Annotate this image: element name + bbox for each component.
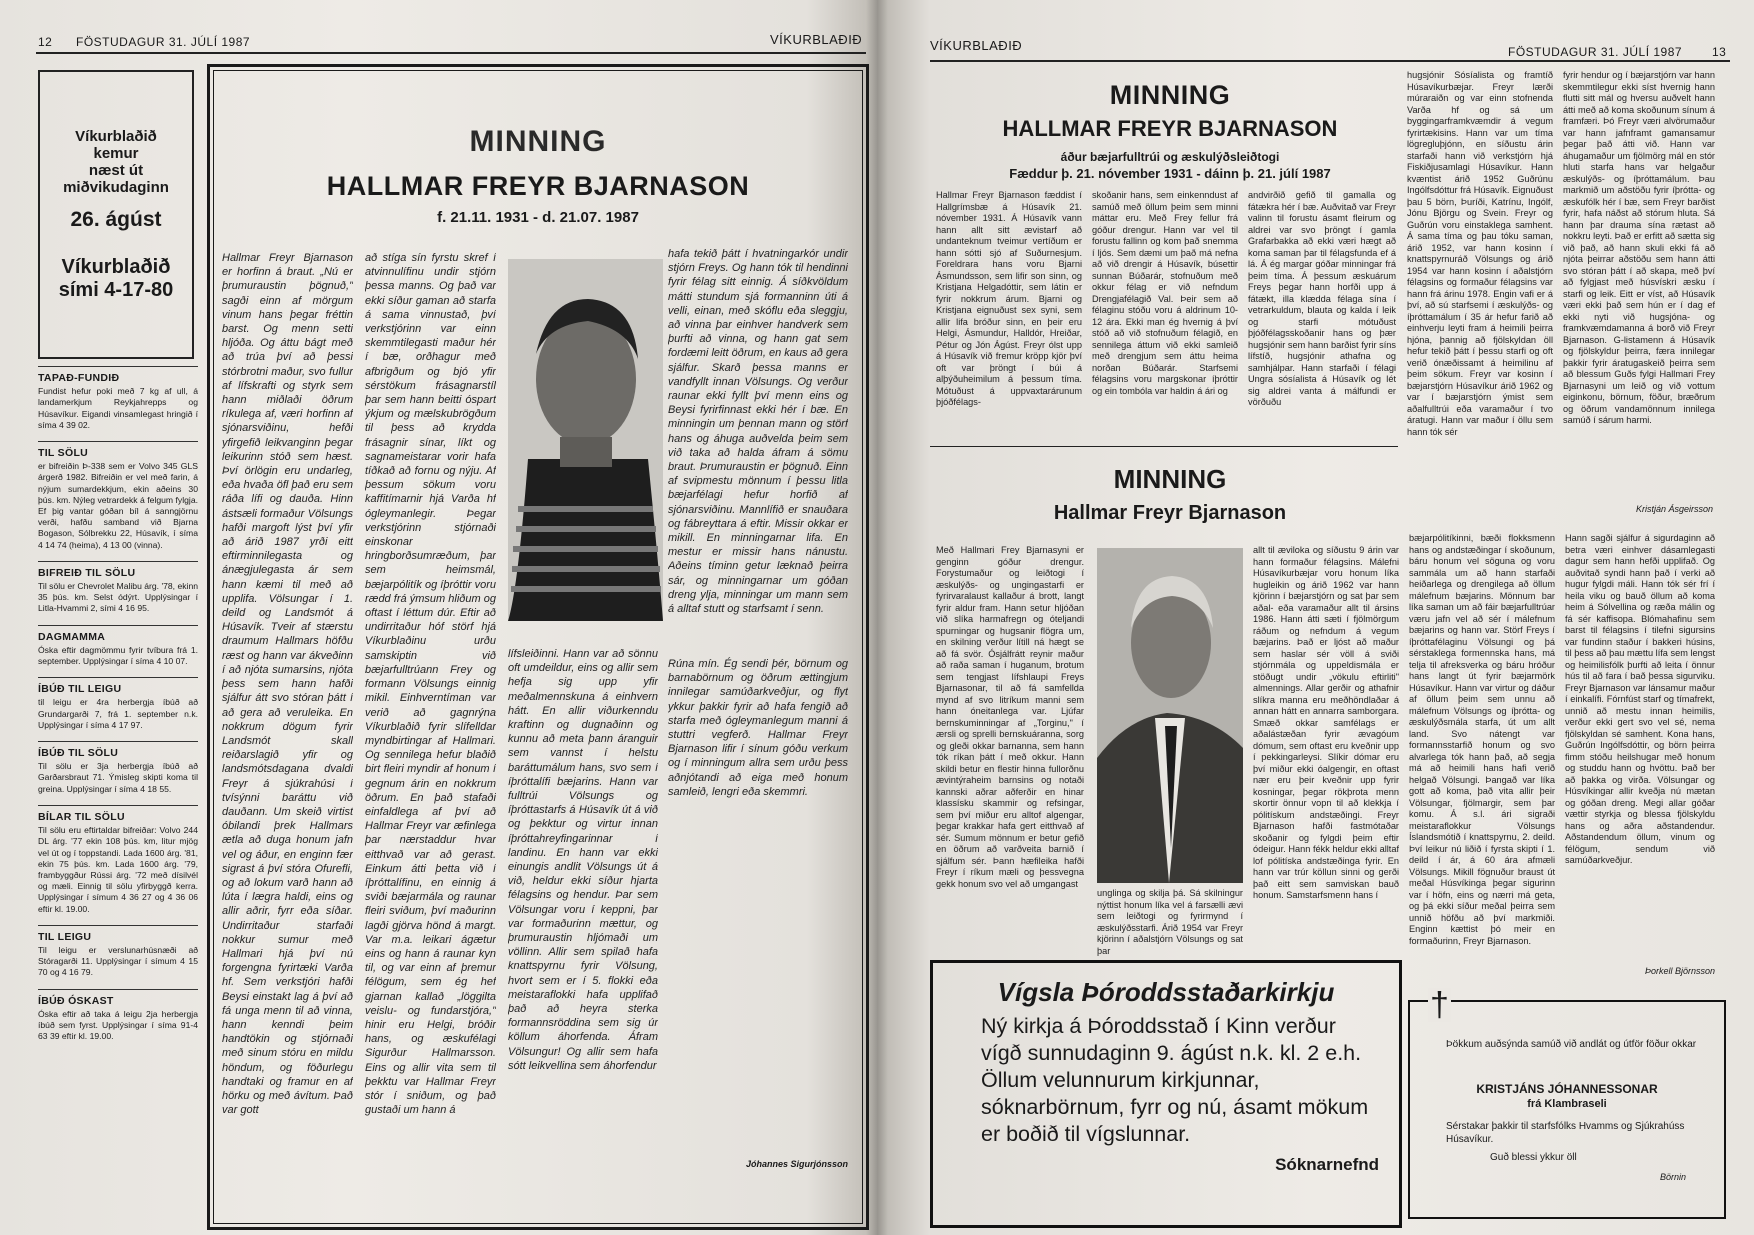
classified-item [38,366,198,431]
classified-heading: ÍBÚÐ TIL LEIGU [38,677,198,695]
notice-line3: næst út [88,162,144,179]
header-rule-left [36,52,866,54]
classified-body: Óska eftir að taka á leigu 2ja herbergja íbúð sem fyrst. Upplýsingar í síma 91-4 63 39 eftir kl. 19.00. [38,1008,198,1042]
church-consecration-ad [930,960,1402,1228]
right-memorial-subtitle: áður bæjarfulltrúi og æskulýðsleiðtogi [1060,150,1280,164]
classified-body: Fundist hefur poki með 7 kg af ull, á landamerkjum Reykjahrepps og Húsavíkur. Eigandi vinsamlegast hringið í síma 4 39 02. [38,386,198,430]
right-memorial-col-3: andvirðið gefið til gamalla og fátækra hér í bæ. Auðvitað var Freyr valinn til forustu ásamt fleirum og aldrei var svo þröngt í gamla Grafarbakka að ekki væri hægt að koma saman þar til félagsfunda ef á lá. Á ég margar góðar minningar frá þeim tíma. Á þessum æskuárum Freys þegar hann horfði upp á fátækt, illa klædda félaga sína í vetrarkuldum, blauta og kalda í leik og starfi mótuðust þjóðfélagsskoðanir hans og þær hugsjónir sem hann barðist fyrir síns lífstíð, hugsjónir athafna og samhjálpar. Hann starfaði í félagi Ungra sósíalista á Húsavík og lét sig aldrei vanta á málfundi er vörðuðu [1248,190,1396,407]
portrait-image [508,259,663,621]
right-memorial-col-1: Hallmar Freyr Bjarnason fæddist í Hallgrímsbæ á Húsavík 21. nóvember 1931. Á Húsavík vann hann allt sitt ævistarf að undanteknum tveimur vertíðum er hann sótti sjó af Suðurnesjum. Foreldrara hans voru Bjarni Ásmundsson, sem lifir son sinn, og Kristjana Helgadóttir, sem látin er fyrir nokkrum árum. Bjarni og Kristjana eignuðust sex syni, sem allir lifa bróður sinn, en þeir eru Helgi, Ásmundur, Halldór, Hreiðar, Pétur og Jón Ágúst. Freyr ólst upp á Húsavík við fremur kröpp kjör því oft var þröngt í búi á alþýðuheimilum á þessum tíma. Mótuðust á uppvaxtarárunum þjóðfélags- [936,190,1082,407]
date-left: FÖSTUDAGUR 31. JÚLÍ 1987 [76,35,251,49]
death-notice-signature: Börnin [1659,1172,1686,1182]
classified-item [38,805,198,915]
classified-item [38,741,198,795]
death-notice-from: frá Klambraseli [1527,1098,1607,1110]
page-number-right: 13 [1712,45,1727,59]
death-notice-ad [1408,986,1726,1219]
right-memorial2-kicker: MINNING [1113,464,1227,494]
classified-body: er bifreiðin Þ-338 sem er Volvo 345 GLS árgerð 1982. Bifreiðin er vel með farin, á nýjum sumardekkjum, ekin aðeins 30 þús. km. Nýleg vetrardekk á felgum fylgja. Ef þig vantar góðan bíl á sanngjörnu verði, hafðu samband við Bjarna Bogason, Sólbrekku 22, Húsavík, í síma 4 14 74 (heima), 4 13 00 (vinna). [38,461,198,550]
church-ad-signature: Sóknarnefnd [1275,1155,1379,1174]
memorial-col-1: Hallmar Freyr Bjarnason er horfinn á braut. „Nú er þrumuraustin þögnuð," sagði einn af mörgum vinum hans þegar fréttin barst. Og menn setti hljóða. Og áttu bágt með að trúa því að þessi stórbrotni maður, svo fullur af lífskrafti og styrk sem hann miðlaði öðrum ríkulega af, væri horfinn af sjónarsviðinu, hefði yfirgefið leikvanginn þegar leikurinn stóð sem hæst. Því örlögin eru undarleg, eða hvaða öfl það eru sem ráða lífi og dauða. Hinn ástsæli formaður Völsungs hafði margoft lýst því yfir að árið 1987 yrði eitt eftirminnilegasta og ánægjulegasta ár sem hann kæmi til með að upplifa. Völsungar í 1. deild og Landsmót á Húsavík. Tveir af stærstu draumum Hallmars höfðu ræst og hann var ákveðinn í að njóta sumarsins, njóta þess sem hann hafði sjálfur átt svo stóran þátt í að gera að veruleika. En nokkrum dögum fyrir Landsmót skall reiðarslagið yfir og landsmótsdagana dvaldi Freyr á sjúkrahúsi í tvísýnni baráttu við dauðann. Um skeið virtist óbilandi þrek Hallmars ætla að duga honum jafn vel og áður, en enginn fær sigrast á því stóra Ofurefli, og að lokum varð hann að lúta í lægra haldi, eins og allir aðrir, fyrr eða síðar. Undirritaður starfaði nokkur sumur með Hallmari hjá því nú forgengna fyrirtæki Varða hf. Sem verkstjóri hafði Beysi einstakt lag á því að fá unga menn til að vinna, hann kenndi þeim handtökin og stjórnaði með sinum stóru en mildu höndum, og föðurlegu handtaki og framur en af hörku og með ávítum. Það var gott [222,252,353,1117]
classified-heading: BÍLAR TIL SÖLU [38,805,198,823]
right-memorial2-name: Hallmar Freyr Bjarnason [1053,502,1287,524]
right-memorial2-signature: Þorkell Björnsson [1644,966,1715,976]
memorial-col-3-top: hafa tekið þátt í hvatningarkór undir stjórn Freys. Og hann tók til hendinni fyrir félag sitt einnig. Á síðkvöldum mátti stundum sjá formanninn úti á velli, einan, með skóflu eða sleggju, að vinna þar einhver handverk sem þurfti að vinna, og hann gat sem fordæmi leitt öðrum, en kaus að gera sjálfur. Skarð þessa manns er vandfyllt innan Völsungs. Og verður raunar ekki fyllt því menn eins og Beysi fyrirfinnast ekki hér í bæ. En minningin um þennan mann og störf hans og áhuga auðvelda þeim sem við taka að halda áfram á sömu braut. Þrumuraustin er þögnuð. Einn af svipmestu mönnum í þessu litla bæjarfélagi hefur horfið af sjónarsviðinu. Mannlífið er snauðara og fábreyttara á eftir. Missir okkar er mikill. En minningarnar lifa. En mestur er missir hans nánustu. Aðeins tíminn getur læknað þeirra sár, og minningarnar um góðan dreng ylja, minningar um mann sem á alltaf stutt og starfsamt í senn. [668,248,848,616]
portrait-photo [508,259,663,621]
masthead-right: VÍKURBLAÐIÐ [930,38,1023,53]
memorial-signature: Jóhannes Sigurjónsson [745,1159,848,1169]
notice-line4: miðvikudaginn [63,179,169,196]
church-ad-body: Ný kirkja á Þóroddsstað í Kinn verður vígð sunnudaginn 9. ágúst n.k. kl. 2 e.h. Öllum velunnurum kirkjunnar, sóknarbörnum, fyrr og nú, ásamt mökum er boðið til vígslunnar. [981,1014,1369,1146]
classified-body: til leigu er 4ra herbergja íbúð að Grundargarði 7, frá 1. september n.k. Upplýsingar í síma 4 17 97. [38,697,198,730]
page-gutter [866,0,888,1235]
death-notice-blessing: Guð blessi ykkur öll [1490,1152,1577,1163]
classified-body: Til sölu er 3ja herbergja íbúð að Garðarsbraut 71. Ýmisleg skipti koma til greina. Upplýsingar í síma 4 18 55. [38,761,198,794]
classified-heading: BIFREIÐ TIL SÖLU [38,561,198,579]
notice-date: 26. ágúst [70,208,162,231]
notice-line1: Víkurblaðið [75,128,157,145]
church-ad-heading: Vígsla Þóroddsstaðarkirkju [997,977,1335,1007]
masthead-left: VÍKURBLAÐIÐ [770,32,863,47]
classified-body: Til sölu er Chevrolet Malibu árg. '78, ekinn 35 þús. km. Selst ódýrt. Upplýsingar í Litla-Hvammi 2, sími 4 16 95. [38,581,198,614]
notice-line2: kemur [93,145,139,162]
cross-icon: † [1430,986,1449,1024]
classifieds-column [38,356,198,1042]
portrait-photo-2 [1097,548,1243,883]
memorial-col-mid-1: lífsleiðinni. Hann var að sönnu oft umdeildur, eins og allir sem hefja sig upp yfir meðalmennskuna á einhvern hátt. En allir viðurkenndu kraftinn og dugnaðinn og kunnu að meta þann áranguir sem vannst í helstu baráttumálum hans, svo sem í íþróttalífi bæjarins. Hann var fulltrúi Völsungs og íþróttastarfs á Húsavík út á við og þekktur og virtur innan íþróttahreyfingarinnar í landinu. En hann var ekki einungis andlit Völsungs út á við, heldur ekki síður hjarta félagsins og hendur. Þar sem Völsungar voru í keppni, þar var formaðurinn mættur, og þrumuraustin hljómaði um völlinn. Allir sem spilað hafa knattspyrnu fyrir Völsung, hvort sem er í 5. flokki eða meistaraflokki hafa upplifað það að heyra sterka formannsröddina sem sig úr köllum áhorfenda. Áfram Völsungur! Og allir sem hafa sótt leikvellina sem áhorfendur [508,648,658,1072]
divider-right-1 [930,446,1398,447]
classified-body: Til leigu er verslunarhúsnæði að Stóragarði 11. Upplýsingar í símum 4 15 70 og 4 16 79. [38,944,198,978]
classified-heading: TIL LEIGU [38,925,198,943]
right-memorial2-col-2: allt til æviloka og síðustu 9 árin var hann formaður félagsins. Málefni Húsavíkurbæjar voru honum líka hugleikin og árið 1962 var hann kjörinn í bæjarstjórn og sat þar sem aðal- eða varamaður allt til ársins 1986. Hann átti sæti í fjölmörgum ráðum og nefndum á vegum bæjarins. Það er ljóst að maður sem haslar sér völl á sviði stjórnmála og uppeldismála er stöðugt undir „vökulu eftirliti" almennings. Allar gerðir og athafnir slíkra manna eru meðhöndlaðar á annan hátt en annarra samborgara. Smæð okkar samfélags er aðalástæðan fyrir ævagóum dómum, sem oftast eru kveðnir upp í pekkingarleysi. Slíkir dómar eru því miður ekki óalgengir, en oftast nær eru þeir kveðnir upp fyrir kosningar, þegar rökþrota menn skortir önnur vopn til að klekkja í pólitískum andstæðingi. Freyr Bjarnason hafði fastmótaðar skoðanir og fylgdi þeim eftir ódeigur. Hann fékk heldur ekki alltaf lof pólitíska andstæðinga fyrir. En hann var trúr köllun sinni og gerði það eitt sem samviskan bauð honum. Samstarfsmenn hans í [1253,545,1399,900]
right-memorial2-col-2b: unglinga og skilja þá. Sá skilningur nýttist honum líka vel á farsælli ævi sem leiðtogi og fyrirmynd í æskulýðsstarfi. Árið 1954 var Freyr kjörinn í aðalstjórn Völsungs og sat þar [1097,888,1243,956]
right-memorial2-col-4: Hann sagði sjálfur á sigurdaginn að betra væri einhver dásamlegasti dagur sem hann hefði upplifað. Og auðvitað syndi hann það í verki að hugur fylgdi máli. Hann tók sér frí í heila viku og bauð öllum að koma heim á Sólvellina og ræða málin og fá sér kaffisopa. Blómahafinu sem barst til félagsins í tilefni sigursins var fundinn staður í bakkeri húsins, til þess að þau mættu lífa sem lengst og heimilisfólk þurfti að leita í önnur hús til að fara í bað þessa sigurviku. Freyr Bjarnason var lánsamur maður í einkalífi. Fórnfúst starf og tímafrekt, unnið að mestu innan heimilis, verður ekki gert svo vel sé, nema fjölskyldan sé samhent. Kona hans, Guðrún Ingólfsdóttir, og börn þeirra fimm stóðu heilshugar með honum og studdu hann og hvöttu. Það ber að þakka og virða. Völsungar og Húsvíkingar allir kveðja nú mætan og góðan dreng. Megi allar góðar vættir styrkja og blessa fjölskyldu hans og aðra aðstandendur. Aðstandendum öllum, vinum og félögum, sendum við samúðarkveðjur. [1565,533,1715,865]
memorial-article-left [207,64,869,1230]
memorial-kicker: MINNING [469,125,607,158]
right-memorial-dates: Fæddur þ. 21. nóvember 1931 - dáinn þ. 21. júlí 1987 [1009,166,1331,181]
right-memorial-kicker: MINNING [1109,80,1231,110]
page-number-left: 12 [38,35,53,49]
right-memorial2-col-1: Með Hallmari Frey Bjarnasyni er genginn góður drengur. Forystumaður og leiðtogi í æskulýðs- og ungingastarfi er fyrirvaralaust kallaður á brott, langt fyrir aldur fram. Hann setur hljóðan við slíka harmafregn og óteljandi spurningar og hugsanir flögra um, en skilning verður lítill ná hægt se að fá svör. Ósjálfrátt reynir maður að raða saman í huganum, brotum sem tengjast lífshlaupi Freys Bjarnasonar, til að fá samfellda mynd af svo litríkum manni sem hann óneitanlega var. Ljúfar bernskuminningar af „Torginu," í ærsli og sprelli bernskuáranna, sorg og gleði okkar barnanna, sem hann tók ríkan þátt í með okkur. Hann skildi betur en flestir hinna fullorðnu ævintýraheim barnsins og notaði kannski aðrar aðferðir en hinar klassísku skammir og refsingar, sem því miður eru alltof algengar, þegar krakkar hafa gert eitthvað af sér. Sumum mönnum er betur gefið en öðrum að varðveita barnið í sjálfum sér. Þann hæfileika hafði Freyr í ríkum mæli og þessvegna gekk honum svo vel að umgangast [936,545,1084,889]
memorial-col-mid-2: Rúna mín. Ég sendi þér, börnum og barnabörnum og öðrum ættingjum innilegar samúðarkveðjur, og flyt ykkur þakkir fyrir að hafa fengið að starfa með ógleymanlegum manni á stuttri vegferð. Hallmar Freyr Bjarnason lifir í sínum góðu verkum og í minningum allra sem urðu þess aðnjótandi að eiga með honum samleið, lengri eða skemmri. [668,658,848,798]
classified-heading: ÍBÚÐ TIL SÖLU [38,741,198,759]
death-notice-intro: Þökkum auðsýnda samúð við andlát og útför föður okkar [1446,1039,1697,1050]
classified-item [38,677,198,731]
classified-heading: TAPAÐ-FUNDIÐ [38,366,198,384]
right-memorial-col-2: skoðanir hans, sem einkenndust af samúð með öllum þeim sem minni máttar eru. Með Frey fellur frá góður drengur. Hann var vel til forustu fallinn og kom það snemma í ljós. Sem dæmi um það má nefna að við drengir á Húsavík, búsettir sunnan Búðarár, stofnuðum með okkur félag er við nefndum Drengjafélagið Val. Þeir sem að félaginu stóðu voru á aldrinum 10-12 ára. Ekki man ég hvernig á því stóð að við stofnuðum félagið, en sennilega áttum við ekki samleið með drengjum sem áttu heima norðan Búðarár. Starfsemi félagsins voru margskonar íþróttir og ein tombóla var haldin á ári og [1092,190,1238,396]
death-notice-name: KRISTJÁNS JÓHANNESSONAR [1476,1082,1658,1096]
right-memorial-col-4: hugsjónir Sósíalista og framtíð Húsavíkurbæjar. Freyr lærði múraraiðn og var einn stofnenda Varða hf og sá um byggingarframkvæmdir á vegum fyrirtækisins. Hann var um tíma lögregluþjónn, en síðustu árin starfaði hann við verkstjórn hjá Fiskiðjusamlagi Húsavíkur. Hann kvæntist árið 1952 Guðrúnu Ingólfsdóttur frá Húsavík. Eignuðust þau 5 börn, Þuríði, Katrínu, Ingólf, Jónu Björgu og Svein. Freyr og Guðrún voru einstaklega samhent. Á sama tíma og þau tóku saman, árið 1952, var hann kosinn í knattspyrnuráð Völsungs og árið 1954 var hann kosinn í aðalstjórn félagsins og formaður félagsins var hann frá árinu 1978. Engin vafi er á því, að sú starfsemi í æskulýðs- og íþróttamálum í 35 ár hefur farið að einhverju leyti fram á heimili þeirra hjóna, þannig að fjölskyldan öll hefur tekið þátt í þessu starfi og oft verið ónæðissamt á heimilinu af þeim sökum. Freyr var kosinn í bæjarstjórn Húsavíkur árið 1962 og var í bæjarstjórn ýmist sem aðalfulltrúi eða varamaður í tvo áratugi. Hann var maður í öllu sem hann tók sér [1407,70,1553,437]
right-memorial2-col-3: bæjarpólitíkinni, bæði flokksmenn hans og andstæðingar í skoðunum, báru honum vel söguna og voru sammála um að hann starfaði heiðarlega og drengilega að öllum málefnum bæjarins. Mönnum bar líka saman um að fáir bæjarfulltrúar væru jafn vel að sér í málefnum bæjarins og hann var. Störf Freys í íþróttafélaginu Völsungi og þá sérstaklega formennska hans, má telja til afreksverka og báru hróður hans langt út fyrir bæjarmörk Húsavíkur. Hann var virtur og dáður af öllum þeim sem unnu að málefnum Völsungs og íþrótta- og æskulýðsmála starfa, út um allt land. Svo nátengt var formannsstarfið honum og svo alvarlega tók hann það, að segja má að heimili hans hafi verið helgað Völsungi. Þangað var líka gott að koma, það vita allir þeir Völsungar, fjölmargir, sem þar komu. Á s.l. ári sigraði meistaraflokkur Völsungs Íslandsmótið í knattspyrnu, 2. deild. Því leikur nú liðið í fyrsta skipti í 1. deild í ár, á 60 ára afmæli Völsungs. Mikill fögnuður braust út meðal Húsvíkinga þegar sigurinn var í höfn, eins og nærri má geta, og þá ekki síður meðal þeirra sem unnið höfðu að því markmiði. Enginn kættist þó meir en formaðurinn, Freyr Bjarnason. [1409,533,1555,946]
classified-item [38,625,198,668]
classified-heading: ÍBÚÐ ÓSKAST [38,989,198,1007]
death-notice-thanks: Sérstakar þakkir til starfsfólks Hvamms og Sjúkrahúss Húsavíkur. [1446,1121,1685,1145]
classified-item [38,989,198,1043]
next-issue-notice [38,70,194,359]
classified-item [38,441,198,551]
memorial-col-2: að stíga sín fyrstu skref í atvinnulífinu undir stjórn þessa manns. Og það var ekki síður gaman að starfa á sama vinnustað, því verkstjórinn var einn skemmtilegasti maður hér í bæ, orðhagur með afbrigðum og bjó yfir sérstökum frásagnarstíl þar sem hann beitti óspart ýkjum og mælskubrögðum til þess að krydda frásagnir sínar, líkt og sagnameistarar vorir hafa tíðkað að fornu og nýju. Af þessum sökum voru kaffitímarnir hjá Varða hf ógleymanlegir. Þegar verkstjórinn stjórnaði einskonar hringborðsumræðum, þar sem heimsmál, bæjarpólitík og íþróttir voru rædd frá ýmsum hliðum og oftast í léttum dúr. Eftir að undirritaður hóf störf hjá Víkurblaðinu urðu samskiptin við bæjarfulltrúann Frey og formann Völsungs einnig mikil. Einhverntíman var verið að gagnrýna Víkurblaðið fyrir slífelldar myndbirtingar af Hallmari. Og sennilega hefur blaðið birt fleiri myndir af honum í gegnum árin en nokkrum öðrum. En það stafaði einfaldlega af því að Hallmar Freyr var æfinlega þar nærstaddur hvar eitthvað var að gerast. Einkum átti þetta við í íþróttalífinu, en einnig á sviði bæjarmála og raunar fleiri sviðum, því maðurinn lagði gjörva hönd á margt. Var m.a. leikari ágætur eins og hann á raunar kyn til, og var einn af þremur félögum, sem ég hef gjarnan kallað „löggilta veislu- og fundarstjóra," hinir eru Helgi, bróðir hans, og æskufélagi Sigurður Hallmarsson. Eins og allir vita sem til þekktu var Hallmar Freyr stór í sniðum, og það gustaði um hann á [365,252,496,1117]
right-memorial-name: HALLMAR FREYR BJARNASON [1002,116,1338,141]
phone-line1: Víkurblaðið [61,256,171,278]
right-memorial-signature: Kristján Ásgeirsson [1635,504,1713,514]
header-rule-right [930,60,1730,62]
memorial-name: HALLMAR FREYR BJARNASON [326,171,750,201]
right-memorial-col-5: fyrir hendur og í bæjarstjórn var hann skemmtilegur ekki síst hvernig hann flutti sitt mál og hversu auðvelt hann átti með að koma skoðunum sínum á framfæri. Þó Freyr væri alvörumaður var hann jafnframt gamansamur þegar það átti við. Hann var áhugamaður um fjölmörg mál en stór hluti starfa hans var helgaður æskulýðs- og íþróttamálum. Þau markmið um aðstöðu fyrir íþrótta- og æskufólk hér í bæ, sem Freyr barðist fyrir, hafa náðst að stórum hluta. Sá hann þar drauma sína rætast að nokkru leyti. Það er erfitt að sætta sig við það, að hann skuli ekki fá að njóta þeirrar aðstöðu sem hann átti svo stóran þátt í að skapa, með því að fylgjast með húsvískri æsku í starfi og leik. Eitt er víst, að Húsavík væri ekki það sem hún er í dag ef ekki nyti við hugsjóna- og framkvæmdamanna á borð við Freyr Bjarnason. G-listamenn á Húsavík og fjölskyldur þeirra, færa innilegar þakkir fyrir áratugaskeið þeirra sem að blessum Guðs fylgi Hallmari Frey Bjarnasyni um leið og við vottum eiginkonu, börnum, föður, bræðrum og öðrum vandamönnum innilega samúð í sárum harmi. [1563,70,1715,425]
classified-item [38,925,198,979]
classified-heading: DAGMAMMA [38,625,198,643]
portrait-image-2 [1097,548,1243,883]
classified-item [38,561,198,615]
classified-heading: TIL SÖLU [38,441,198,459]
memorial-dates: f. 21.11. 1931 - d. 21.07. 1987 [437,209,639,226]
date-right: FÖSTUDAGUR 31. JÚLÍ 1987 [1508,45,1683,59]
classified-body: Til sölu eru eftirtaldar bifreiðar: Volvo 244 DL árg. '77 ekin 108 þús. km, litur mjög vel út og í toppstandi. Lada 1600 árg. '81, ekin 75 þús. km. Lada 1600 árg. '79, frambyggður Rússi árg. '72 með dísilvél og mæli. Einnig til sölu yfirbyggð kerra. Upplýsingar í símum 4 36 27 og 4 36 06 eftir kl. 19.00. [38,825,198,914]
classified-body: Óska eftir dagmömmu fyrir tvíbura frá 1. september. Upplýsingar í síma 4 10 07. [38,644,198,667]
phone-line2: sími 4-17-80 [58,279,174,301]
